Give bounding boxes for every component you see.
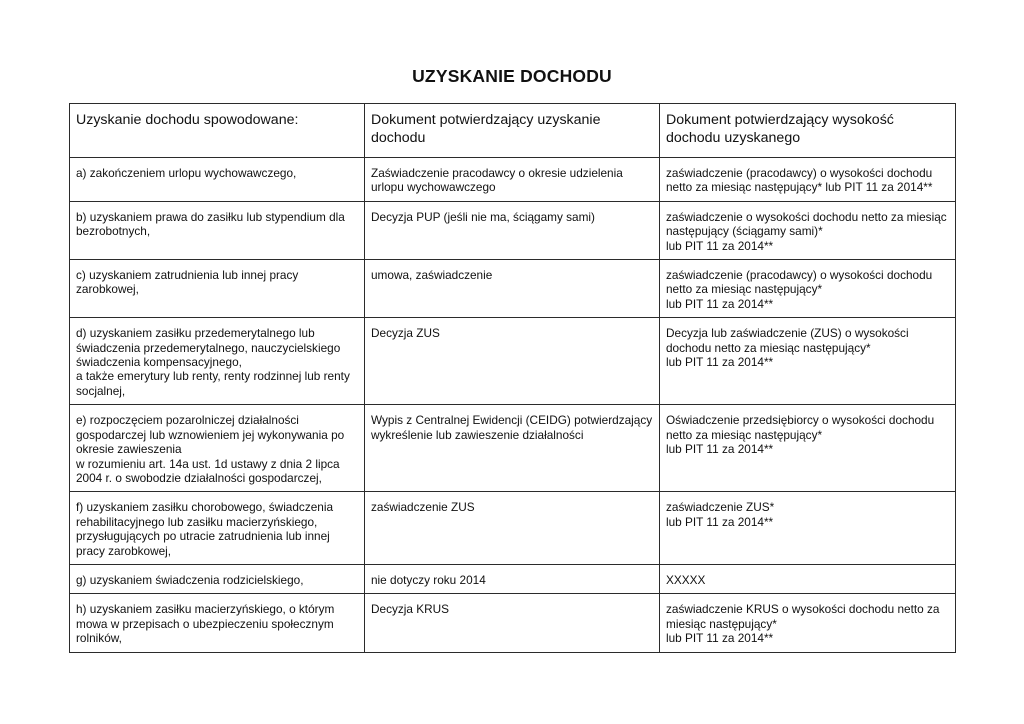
cell-text: nie dotyczy roku 2014 <box>371 572 486 587</box>
cell-text: d) uzyskaniem zasiłku przedemerytalnego lub świadczenia przedemerytalnego, nauczycielskiego świadczenia kompensacyjnego, <box>76 326 341 370</box>
cell-confirmation-document <box>365 492 660 565</box>
page-title: UZYSKANIE DOCHODU <box>412 66 612 86</box>
cell-confirmation-document <box>365 594 660 652</box>
cell-text: lub PIT 11 za 2014** <box>666 631 774 646</box>
table-row <box>70 405 956 492</box>
cell-amount-document <box>660 260 956 318</box>
cell-text: f) uzyskaniem zasiłku chorobowego, świadczenia rehabilitacyjnego lub zasiłku macierzyńskiego, przysługujących po utracie zatrudnienia lub innej pracy zarobkowej, <box>76 500 334 558</box>
cell-amount-document <box>660 318 956 405</box>
cell-confirmation-document <box>365 260 660 318</box>
header-confirmation-document: Dokument potwierdzający uzyskanie dochodu <box>365 104 660 158</box>
cell-amount-document <box>660 201 956 259</box>
cell-text: lub PIT 11 za 2014** <box>666 296 774 311</box>
cell-text: zaświadczenie o wysokości dochodu netto za miesiąc następujący (ściągamy sami)* <box>666 209 947 239</box>
cell-cause <box>70 158 365 202</box>
header-cause: Uzyskanie dochodu spowodowane: <box>70 104 365 158</box>
cell-amount-document <box>660 564 956 593</box>
cell-text: Zaświadczenie pracodawcy o okresie udzielenia urlopu wychowawczego <box>371 166 623 195</box>
header-amount-document: Dokument potwierdzający wysokość dochodu uzyskanego <box>660 104 956 158</box>
cell-text: umowa, zaświadczenie <box>371 268 493 283</box>
cell-confirmation-document <box>365 201 660 259</box>
cell-cause <box>70 260 365 318</box>
cell-text: Oświadczenie przedsiębiorcy o wysokości dochodu netto za miesiąc następujący* <box>666 413 935 442</box>
cell-text: a) zakończeniem urlopu wychowawczego, <box>76 166 297 180</box>
cell-cause <box>70 318 365 405</box>
cell-text: XXXXX <box>666 572 706 587</box>
cell-amount-document <box>660 594 956 652</box>
income-documents-table <box>69 103 956 653</box>
cell-cause <box>70 492 365 565</box>
cell-text: zaświadczenie ZUS* <box>666 500 775 515</box>
cell-amount-document <box>660 405 956 492</box>
cell-cause <box>70 594 365 652</box>
cell-confirmation-document <box>365 405 660 492</box>
cell-amount-document <box>660 492 956 565</box>
cell-cause <box>70 201 365 259</box>
table-header-row <box>70 104 956 158</box>
cell-text: c) uzyskaniem zatrudnienia lub innej pracy zarobkowej, <box>76 268 299 297</box>
cell-text: e) rozpoczęciem pozarolniczej działalności gospodarczej lub wznowieniem jej wykonywania po okresie zawieszenia <box>76 413 345 457</box>
cell-text: Decyzja lub zaświadczenie (ZUS) o wysokości dochodu netto za miesiąc następujący* <box>666 326 909 355</box>
cell-text: zaświadczenie ZUS <box>371 500 475 515</box>
table-row <box>70 318 956 405</box>
cell-text: b) uzyskaniem prawa do zasiłku lub stypendium dla bezrobotnych, <box>76 209 345 239</box>
cell-text: g) uzyskaniem świadczenia rodzicielskiego, <box>76 572 304 587</box>
cell-cause <box>70 564 365 593</box>
cell-confirmation-document <box>365 158 660 202</box>
cell-text: Decyzja ZUS <box>371 326 440 341</box>
cell-confirmation-document <box>365 564 660 593</box>
cell-text: h) uzyskaniem zasiłku macierzyńskiego, o którym mowa w przepisach o ubezpieczeniu społecznym rolników, <box>76 602 335 646</box>
cell-text: lub PIT 11 za 2014** <box>666 238 774 253</box>
table-row <box>70 564 956 593</box>
cell-text: zaświadczenie (pracodawcy) o wysokości dochodu netto za miesiąc następujący* lub PIT 11 za 2014** <box>666 166 933 195</box>
cell-text: zaświadczenie KRUS o wysokości dochodu netto za miesiąc następujący* <box>666 602 940 631</box>
cell-cause <box>70 405 365 492</box>
table-row <box>70 201 956 259</box>
table-row <box>70 492 956 565</box>
table-row <box>70 260 956 318</box>
cell-amount-document <box>660 158 956 202</box>
table-row <box>70 594 956 652</box>
cell-text: a także emerytury lub renty, renty rodzinnej lub renty socjalnej, <box>76 369 350 398</box>
table-row <box>70 158 956 202</box>
cell-text: lub PIT 11 za 2014** <box>666 355 774 370</box>
cell-text: Decyzja KRUS <box>371 602 450 617</box>
cell-text: zaświadczenie (pracodawcy) o wysokości dochodu netto za miesiąc następujący* <box>666 268 933 297</box>
cell-text: Wypis z Centralnej Ewidencji (CEIDG) potwierdzający wykreślenie lub zawieszenie działalności <box>371 413 653 442</box>
cell-text: Decyzja PUP (jeśli nie ma, ściągamy sami) <box>371 209 595 224</box>
cell-text: w rozumieniu art. 14a ust. 1d ustawy z dnia 2 lipca 2004 r. o swobodzie działalności gospodarczej, <box>76 456 340 485</box>
cell-text: lub PIT 11 za 2014** <box>666 442 774 457</box>
cell-text: lub PIT 11 za 2014** <box>666 514 774 529</box>
cell-confirmation-document <box>365 318 660 405</box>
